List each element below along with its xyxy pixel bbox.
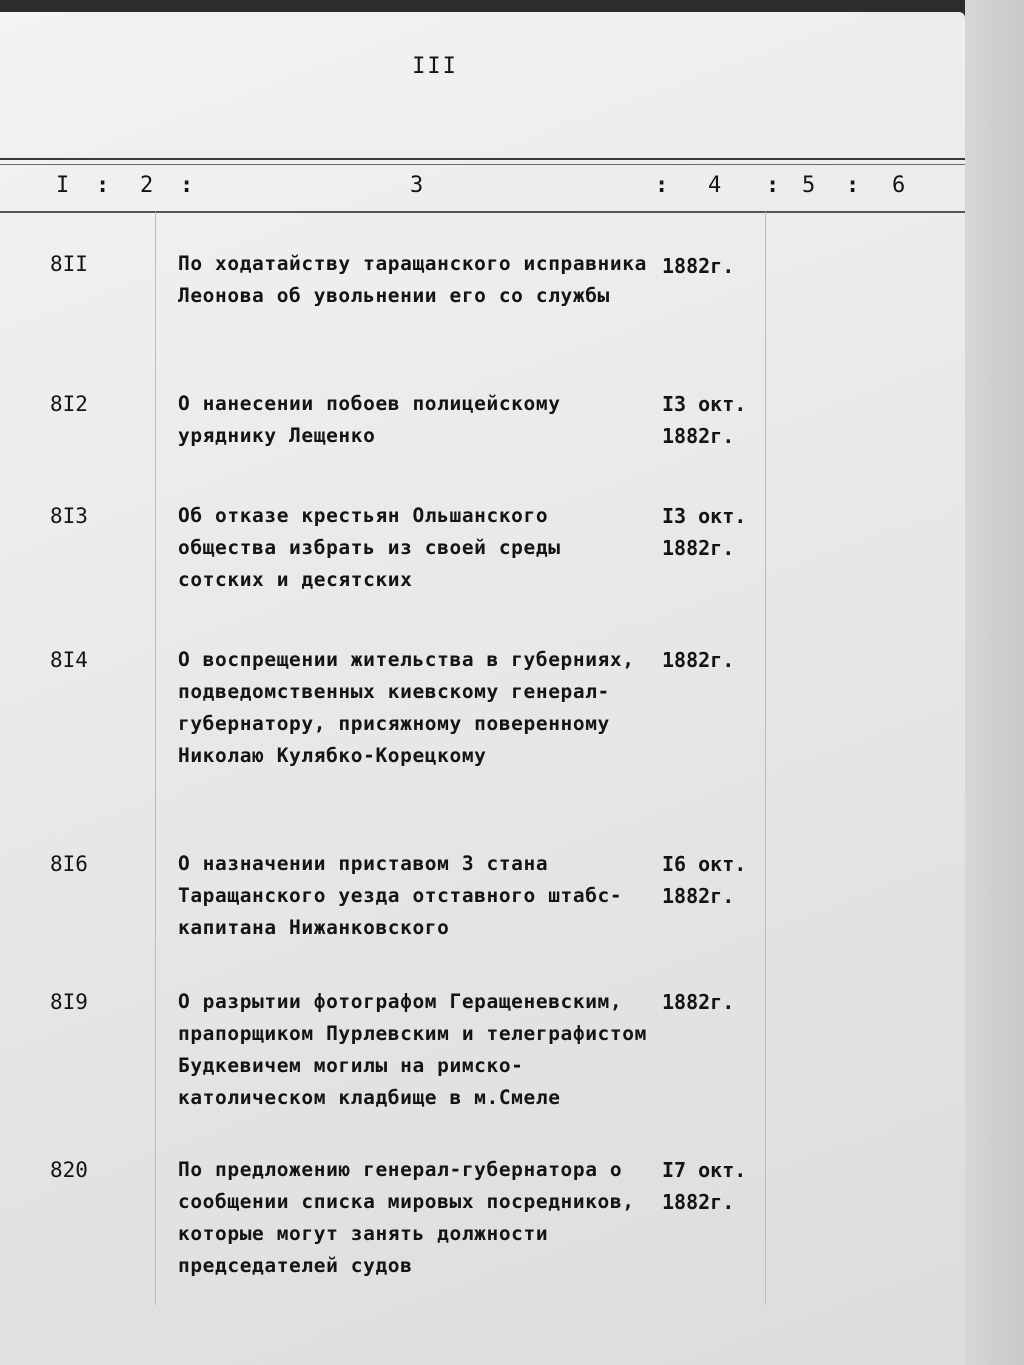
column-header-3: 3 (410, 173, 424, 198)
record-date: I7 окт. 1882г. (662, 1158, 747, 1214)
record-number: 8I3 (50, 504, 88, 528)
record-title: О назначении приставом 3 стана Таращанского уезда отставного штабс-капитана Нижанковского (178, 852, 623, 939)
column-header-5: 5 (802, 173, 816, 198)
column-separator: : (655, 173, 669, 198)
header-rule-top (0, 158, 965, 160)
column-divider (765, 212, 766, 1305)
record-number: 8II (50, 252, 88, 276)
column-header-4: 4 (708, 173, 722, 198)
record-date: 1882г. (662, 254, 735, 278)
column-divider (155, 212, 156, 1305)
record-date: 1882г. (662, 990, 735, 1014)
record-title: Об отказе крестьян Ольшанского общества избрать из своей среды сотских и десятских (178, 504, 561, 591)
page-edge-shadow (965, 0, 1024, 1365)
column-separator: : (180, 173, 194, 198)
column-header-6: 6 (892, 173, 906, 198)
column-header-2: 2 (140, 173, 154, 198)
record-date: 1882г. (662, 648, 735, 672)
column-header-1: I (56, 173, 70, 198)
record-date: I3 окт. 1882г. (662, 392, 747, 448)
record-date: I6 окт. 1882г. (662, 852, 747, 908)
header-rule-top-thin (0, 164, 965, 165)
column-separator: : (766, 173, 780, 198)
record-number: 8I9 (50, 990, 88, 1014)
record-title: О воспрещении жительства в губерниях, подведомственных киевскому генерал-губернатору, присяжному поверенному Николаю Кулябко-Корецкому (178, 648, 635, 767)
record-date: I3 окт. 1882г. (662, 504, 747, 560)
record-number: 8I2 (50, 392, 88, 416)
header-rule-bottom (0, 211, 965, 213)
column-separator: : (96, 173, 110, 198)
record-title: По ходатайству таращанского исправника Леонова об увольнении его со службы (178, 252, 647, 307)
document-page (0, 12, 965, 1365)
record-title: О нанесении побоев полицейскому уряднику Лещенко (178, 392, 561, 447)
record-number: 820 (50, 1158, 88, 1182)
record-number: 8I6 (50, 852, 88, 876)
record-title: О разрытии фотографом Геращеневским, прапорщиком Пурлевским и телеграфистом Будкевичем могилы на римско-католическом кладбище в м.Смеле (178, 990, 647, 1109)
page-number: III (412, 54, 458, 79)
column-separator: : (846, 173, 860, 198)
record-title: По предложению генерал-губернатора о сообщении списка мировых посредников, которые могут занять должности председателей судов (178, 1158, 635, 1277)
record-number: 8I4 (50, 648, 88, 672)
